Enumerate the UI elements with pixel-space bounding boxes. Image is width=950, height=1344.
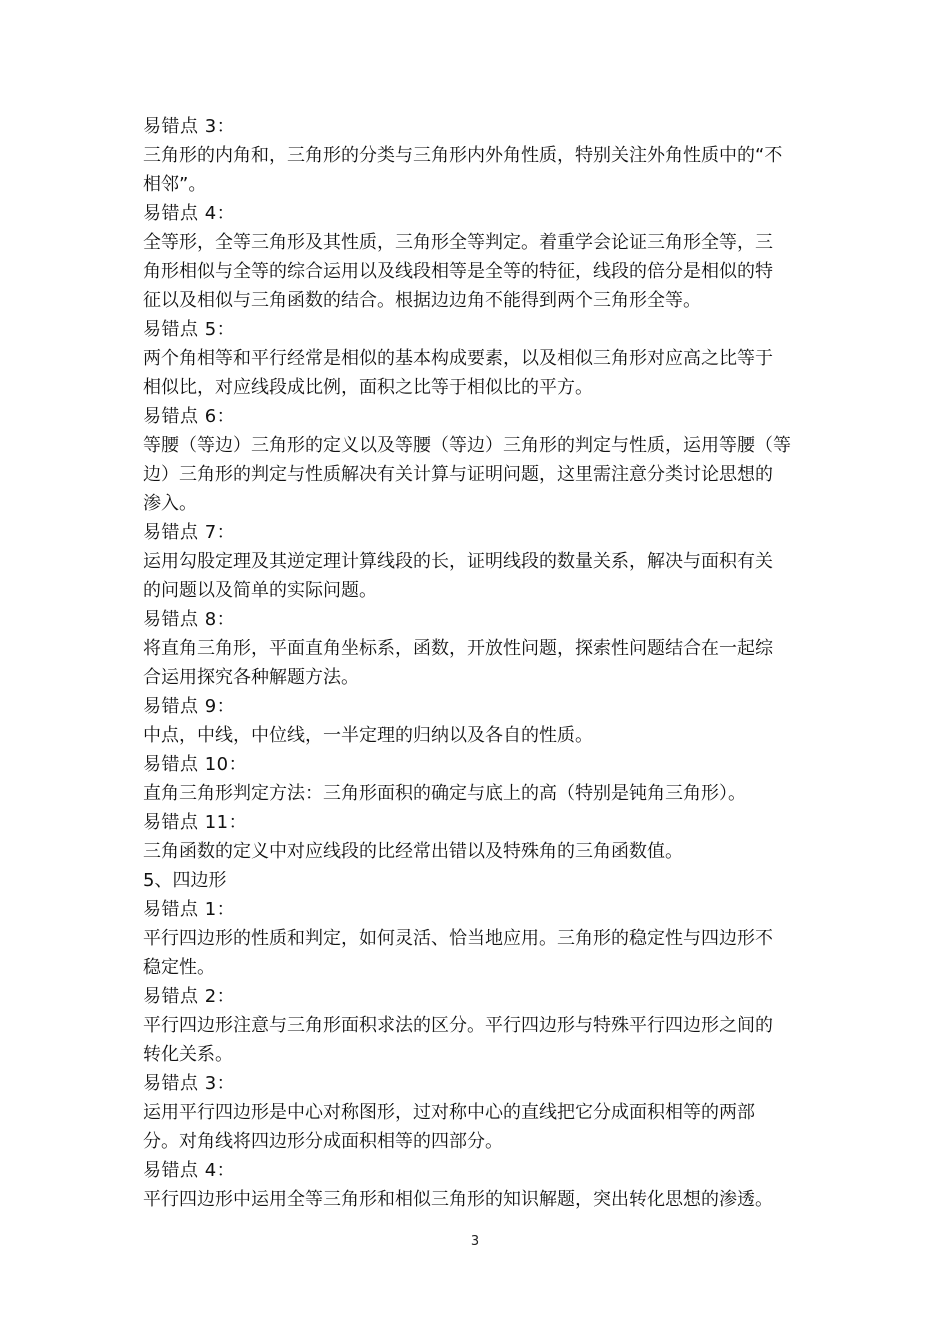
error-point-heading: 易错点 11： [143,812,248,833]
body-text-line: 稳定性。 [143,957,215,978]
body-text-line: 直角三角形判定方法：三角形面积的确定与底上的高（特别是钝角三角形）。 [143,783,746,804]
body-text-line: 边）三角形的判定与性质解决有关计算与证明问题，这里需注意分类讨论思想的 [143,464,773,485]
error-point-heading: 易错点 4： [143,203,236,224]
body-text-line: 运用勾股定理及其逆定理计算线段的长，证明线段的数量关系，解决与面积有关 [143,551,773,572]
body-text-line: 渗入。 [143,493,197,514]
error-point-heading: 易错点 7： [143,522,236,543]
body-text-line: 合运用探究各种解题方法。 [143,667,359,688]
body-text-line: 平行四边形中运用全等三角形和相似三角形的知识解题，突出转化思想的渗透。 [143,1189,773,1210]
body-text-line: 三角函数的定义中对应线段的比经常出错以及特殊角的三角函数值。 [143,841,683,862]
body-text-line: 征以及相似与三角函数的结合。根据边边角不能得到两个三角形全等。 [143,290,701,311]
error-point-heading: 易错点 4： [143,1160,236,1181]
document-body [143,112,813,1214]
body-text-line: 相邻”。 [143,174,207,195]
body-text-line: 运用平行四边形是中心对称图形，过对称中心的直线把它分成面积相等的两部 [143,1102,755,1123]
error-point-heading: 易错点 3： [143,116,236,137]
body-text-line: 角形相似与全等的综合运用以及线段相等是全等的特征，线段的倍分是相似的特 [143,261,773,282]
error-point-heading: 易错点 1： [143,899,236,920]
error-point-heading: 易错点 2： [143,986,236,1007]
body-text-line: 相似比，对应线段成比例，面积之比等于相似比的平方。 [143,377,593,398]
body-text-line: 平行四边形注意与三角形面积求法的区分。平行四边形与特殊平行四边形之间的 [143,1015,773,1036]
body-text-line: 分。对角线将四边形分成面积相等的四部分。 [143,1131,503,1152]
error-point-heading: 易错点 6： [143,406,236,427]
body-text-line: 平行四边形的性质和判定，如何灵活、恰当地应用。三角形的稳定性与四边形不 [143,928,773,949]
error-point-heading: 易错点 5： [143,319,236,340]
body-text-line: 将直角三角形，平面直角坐标系，函数，开放性问题，探索性问题结合在一起综 [143,638,773,659]
body-text-line: 三角形的内角和，三角形的分类与三角形内外角性质，特别关注外角性质中的“不 [143,145,783,166]
body-text-line: 两个角相等和平行经常是相似的基本构成要素，以及相似三角形对应高之比等于 [143,348,773,369]
body-text-line: 中点，中线，中位线，一半定理的归纳以及各自的性质。 [143,725,593,746]
error-point-heading: 易错点 3： [143,1073,236,1094]
section-heading: 5、四边形 [143,870,227,891]
error-point-heading: 易错点 8： [143,609,236,630]
body-text-line: 等腰（等边）三角形的定义以及等腰（等边）三角形的判定与性质，运用等腰（等 [143,435,791,456]
body-text-line: 全等形，全等三角形及其性质，三角形全等判定。着重学会论证三角形全等，三 [143,232,773,253]
error-point-heading: 易错点 10： [143,754,248,775]
page-number: 3 [470,1234,480,1249]
body-text-line: 转化关系。 [143,1044,233,1065]
body-text-line: 的问题以及简单的实际问题。 [143,580,377,601]
error-point-heading: 易错点 9： [143,696,236,717]
